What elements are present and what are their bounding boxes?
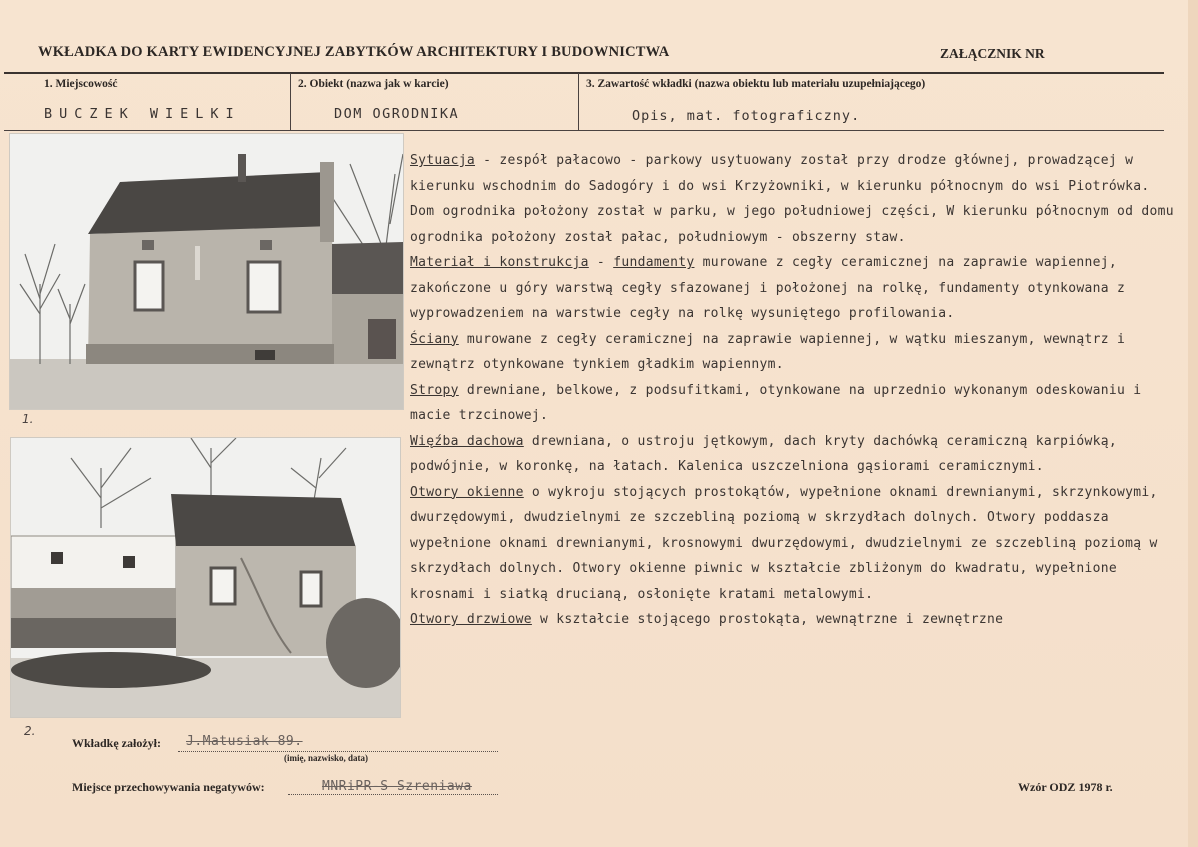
field-divider-1 <box>290 73 291 130</box>
section-roof <box>410 429 1180 480</box>
section-walls-heading: Ściany <box>410 331 459 347</box>
author-note: (imię, nazwisko, data) <box>284 753 368 763</box>
field-2-label: 2. Obiekt (nazwa jak w karcie) <box>298 78 449 90</box>
section-material-sep: - <box>588 255 614 270</box>
description-text <box>410 148 1180 633</box>
field-3-value: Opis, mat. fotograficzny. <box>632 108 861 124</box>
field-2-value: DOM OGRODNIKA <box>334 106 460 122</box>
section-situation-text: - zespół pałacowo - parkowy usytuowany został przy drodze głównej, prowadzącej w kierunku wschodnim do Sadogóry i do wsi Krzyżowniki, w kierunku północnym do wsi Piotrówka. Dom ogrodnika położony został w parku, w jego południowej części, W kierunku północnym od domu ogrodnika położony został pałac, południowym - obszerny staw. <box>410 153 1174 245</box>
section-situation-heading: Sytuacja <box>410 153 476 168</box>
section-material-heading: Materiał i konstrukcja <box>410 255 589 270</box>
section-material-text: murowane z cegły ceramicznej na zaprawie wapiennej, zakończone u góry warstwą cegły sfazowanej i położonej na rolkę, fundamenty otynkowana z wyprowadzeniem na warstwie cegły na rolkę wysuniętego profilowania. <box>410 255 1126 321</box>
section-situation <box>410 148 1180 250</box>
photo-2-number: 2. <box>24 724 36 738</box>
form-title: WKŁADKA DO KARTY EWIDENCYJNEJ ZABYTKÓW ARCHITEKTURY I BUDOWNICTWA <box>38 44 670 60</box>
photo-2-house-image <box>11 438 400 717</box>
section-roof-heading: Więźba dachowa <box>410 433 524 449</box>
photo-2 <box>10 437 401 718</box>
field-divider-2 <box>578 73 579 130</box>
header-rule <box>4 72 1164 74</box>
photo-1 <box>9 133 404 410</box>
section-material <box>410 250 1180 327</box>
section-ceilings <box>410 378 1180 429</box>
section-windows-text: o wykroju stojących prostokątów, wypełnione oknami drewnianymi, skrzynkowymi, dwurzędowymi, dwudzielnymi ze szczebliną poziomą w skrzydłach dolnych. Otwory poddasza wypełnione oknami drewnianymi, krosnowymi dwurzędowymi, dwudzielnymi ze szczebliną poziomą w skrzydłach dolnych. Otwory okienne piwnic w kształcie zbliżonym do kwadratu, wypełnione krosnami i siatką drucianą, osłonięte kratami metalowymi. <box>410 484 1158 602</box>
card-edge <box>1188 0 1198 847</box>
photo-1-house-image <box>10 134 403 409</box>
section-doors-heading: Otwory drzwiowe <box>410 612 532 627</box>
annex-label: ZAŁĄCZNIK NR <box>940 46 1045 61</box>
photo-1-number: 1. <box>22 412 34 426</box>
section-ceilings-text: drewniane, belkowe, z podsufitkami, otynkowane na uprzednio wykonanym odeskowaniu i macie trzcinowej. <box>410 382 1142 423</box>
section-walls <box>410 327 1180 378</box>
section-windows-heading: Otwory okienne <box>410 484 524 500</box>
field-1-value: BUCZEK WIELKI <box>44 106 241 122</box>
section-windows <box>410 480 1180 608</box>
section-doors <box>410 607 1180 633</box>
section-walls-text: murowane z cegły ceramicznej na zaprawie wapiennej, w wątku mieszanym, wewnątrz i zewnątrz otynkowane tynkiem gładkim wapiennym. <box>410 331 1126 372</box>
author-label: Wkładkę założył: <box>72 736 161 750</box>
author-line <box>178 750 498 752</box>
fields-rule <box>4 130 1164 131</box>
field-1-label: 1. Miejscowość <box>44 78 118 90</box>
section-ceilings-heading: Stropy <box>410 382 459 398</box>
negatives-label: Miejsce przechowywania negatywów: <box>72 780 265 794</box>
section-foundations-heading: fundamenty <box>613 255 695 270</box>
negatives-value: MNRiPR-S Szreniawa <box>322 779 472 794</box>
field-3-label: 3. Zawartość wkładki (nazwa obiektu lub materiału uzupełniającego) <box>586 78 926 90</box>
author-value: J.Matusiak 89. <box>186 734 303 749</box>
section-doors-text: w kształcie stojącego prostokąta, wewnątrzne i zewnętrzne <box>531 612 1004 627</box>
form-version: Wzór ODZ 1978 r. <box>1018 780 1113 794</box>
section-roof-text: drewniana, o ustroju jętkowym, dach kryty dachówką ceramiczną karpiówką, podwójnie, w koronkę, na łatach. Kalenica uszczelniona gąsiorami ceramicznymi. <box>410 433 1118 474</box>
